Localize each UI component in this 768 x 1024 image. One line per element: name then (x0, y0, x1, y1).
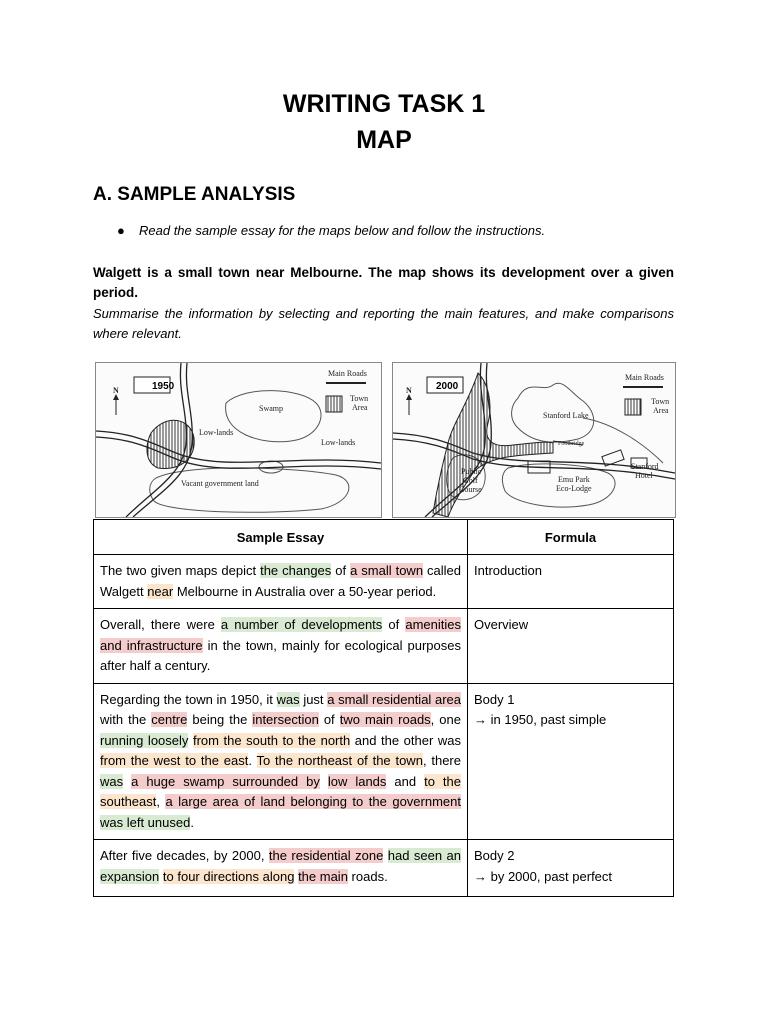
highlight-orange: near (147, 583, 174, 599)
text-segment: in the town, mainly for ecological purposes after half a century. (100, 637, 461, 673)
table-row-body-1 (94, 683, 674, 840)
text-segment: , one (430, 712, 461, 727)
task-instruction: Summarise the information by selecting and reporting the main features, and make comparisons where relevant. (93, 306, 674, 341)
formula-note: → in 1950, past simple (474, 712, 607, 727)
highlight-green: the changes (260, 563, 332, 578)
text-segment: , (156, 794, 166, 809)
map-2000 (392, 362, 676, 518)
swamp-label: Swamp (259, 404, 283, 413)
highlight-red: amenities and infrastructure (100, 617, 461, 653)
text-segment: . (190, 814, 194, 830)
formula-label: Overview (474, 617, 529, 632)
essay-cell (94, 609, 468, 684)
emu-park-label-2: Eco-Lodge (556, 484, 592, 493)
highlight-red: the residential zone (268, 848, 384, 863)
text-segment: just (299, 691, 328, 707)
highlight-red: two main roads (339, 712, 431, 727)
text-segment: roads. (347, 868, 388, 884)
table-row-body-2 (94, 840, 674, 897)
map-year-label: 1950 (152, 381, 175, 392)
highlight-red: a small town (350, 563, 424, 578)
hotel-label-1: Stanford (631, 462, 659, 471)
highlight-green: had seen an expansion (100, 848, 461, 884)
formula-cell (468, 683, 674, 840)
golf-label-2: Golf (463, 476, 478, 485)
text-segment: of (331, 563, 351, 578)
north-label: N (406, 386, 412, 395)
highlight-orange: to the southeast (100, 773, 461, 809)
footbridge-label: Footbridge (558, 441, 585, 447)
highlight-red: a large area of land belonging to the government (165, 794, 461, 809)
page-title: WRITING TASK 1 (282, 90, 486, 118)
text-segment: of (318, 712, 340, 727)
lowlands-label-2: Low-lands (321, 438, 356, 447)
highlight-red: intersection (252, 712, 319, 727)
highlight-green: was (276, 691, 300, 707)
lowlands-label-1: Low-lands (199, 428, 234, 437)
legend-roads-label: Main Roads (328, 369, 367, 378)
essay-cell (94, 555, 468, 609)
lake-label: Stanford Lake (543, 411, 589, 420)
emu-park-label-1: Emu Park (558, 475, 590, 484)
golf-label-1: Public (461, 467, 482, 476)
table-header-row (94, 520, 674, 555)
legend-town-label-2: Area (653, 406, 669, 415)
formula-note: → by 2000, past perfect (474, 868, 613, 884)
highlight-green: was (100, 773, 124, 789)
highlight-orange: from the south to the north (192, 732, 351, 748)
formula-cell (468, 555, 674, 609)
text-segment: Regarding the town in 1950, it (100, 691, 277, 707)
text-segment: called Walgett (100, 563, 462, 599)
text-segment: and (386, 773, 425, 789)
text-segment: The two given maps depict (100, 563, 261, 578)
highlight-orange: To the northeast of the town (256, 753, 423, 768)
text-segment: , there (422, 753, 461, 768)
north-label: N (113, 386, 119, 395)
map-year-label: 2000 (436, 381, 459, 392)
map-2000-drawing (393, 363, 675, 517)
formula-label: Introduction (474, 563, 542, 578)
legend-town-label-1: Town (350, 394, 369, 403)
highlight-red: low lands (327, 773, 387, 789)
text-segment: and the other was (350, 732, 461, 748)
highlight-green: was left unused (100, 814, 191, 830)
legend-town-label-1: Town (651, 397, 670, 406)
map-1950 (95, 362, 382, 518)
formula-label: Body 1 (474, 691, 515, 707)
text-segment: After five decades, by 2000, (100, 848, 269, 863)
page-subtitle: MAP (356, 126, 412, 154)
legend-town-label-2: Area (352, 403, 368, 412)
highlight-green: a number of developments (220, 617, 383, 632)
essay-cell (94, 840, 468, 897)
task-prompt: Walgett is a small town near Melbourne. The map shows its development over a given period. (93, 265, 674, 300)
header-sample-essay: Sample Essay (94, 520, 468, 555)
table-row-overview (94, 609, 674, 684)
text-segment: Overall, there were (100, 617, 221, 632)
map-1950-drawing (96, 363, 381, 517)
highlight-red: centre (151, 712, 188, 727)
golf-label-3: Course (459, 485, 482, 494)
formula-cell (468, 609, 674, 684)
formula-cell (468, 840, 674, 897)
vacant-land-label: Vacant government land (181, 479, 259, 488)
table-row-introduction (94, 555, 674, 609)
text-segment: being the (187, 712, 253, 727)
highlight-green: running loosely (100, 732, 189, 748)
header-formula: Formula (468, 520, 674, 555)
text-segment: . (248, 753, 257, 768)
highlight-red: the main (298, 868, 348, 884)
text-segment: Melbourne in Australia over a 50-year period. (173, 583, 437, 599)
text-segment: with the (100, 712, 152, 727)
text-segment (320, 774, 328, 789)
legend-roads-label: Main Roads (625, 373, 664, 382)
highlight-red: a small residential area (327, 691, 461, 707)
formula-label: Body 2 (474, 848, 515, 863)
text-segment: of (382, 617, 406, 632)
essay-cell (94, 683, 468, 840)
bullet-icon: ● (117, 223, 125, 238)
highlight-orange: to four directions along (162, 868, 295, 884)
highlight-red: a huge swamp surrounded by (131, 773, 320, 789)
text-segment (123, 774, 131, 789)
section-heading: A. SAMPLE ANALYSIS (93, 184, 296, 205)
highlight-orange: from the west to the east (100, 753, 249, 768)
essay-table (93, 519, 674, 897)
bullet-text: Read the sample essay for the maps below and follow the instructions. (139, 223, 546, 238)
hotel-label-2: Hotel (635, 471, 653, 480)
